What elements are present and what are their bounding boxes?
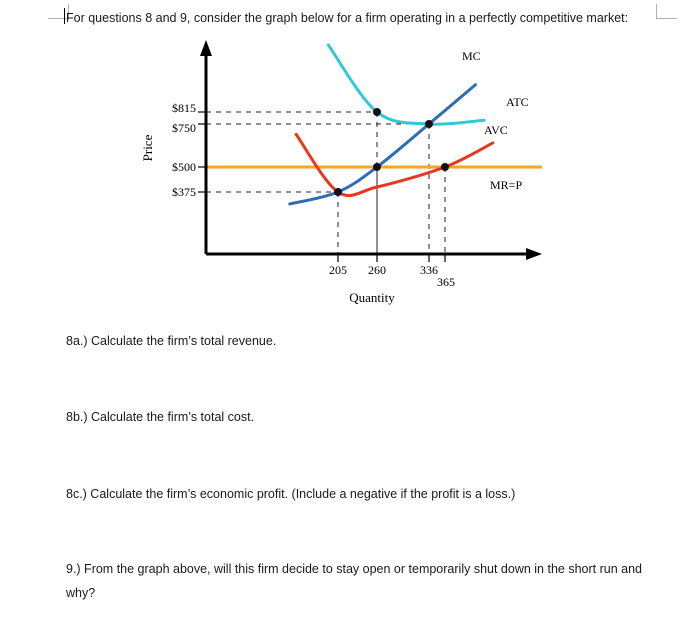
question-8a[interactable]: 8a.) Calculate the firm’s total revenue.: [66, 334, 277, 348]
y-tick-label: $375: [172, 185, 196, 199]
axes: [200, 40, 542, 260]
intro-text[interactable]: For questions 8 and 9, consider the graph below for a firm operating in a perfectly competitive market:: [66, 11, 629, 25]
y-tick-label: $815: [172, 101, 196, 115]
x-tick-label: 336: [420, 263, 438, 277]
curve-atc: [328, 45, 484, 124]
y-tick-label: $750: [172, 121, 196, 135]
data-point: [425, 120, 433, 128]
data-point: [373, 108, 381, 116]
x-tick-label: 205: [329, 263, 347, 277]
y-axis-label: Price: [140, 134, 155, 162]
y-tick-label: $500: [172, 160, 196, 174]
curve-avc: [296, 134, 493, 195]
data-point: [334, 188, 342, 196]
x-axis-arrow: [526, 248, 542, 260]
ticks: [172, 101, 455, 289]
data-point: [373, 163, 381, 171]
data-point: [441, 163, 449, 171]
guide-lines: [206, 112, 445, 254]
x-tick-label: 365: [437, 275, 455, 289]
x-tick-label: 260: [368, 263, 386, 277]
series-label-mr: MR=P: [490, 178, 523, 192]
series-label-avc: AVC: [484, 123, 508, 137]
y-axis-arrow: [200, 40, 212, 56]
x-axis-label: Quantity: [349, 290, 395, 305]
series-label-mc: MC: [462, 49, 481, 63]
question-8c[interactable]: 8c.) Calculate the firm’s economic profit. (Include a negative if the profit is a loss.): [66, 487, 516, 501]
question-8b[interactable]: 8b.) Calculate the firm’s total cost.: [66, 410, 255, 424]
question-9[interactable]: 9.) From the graph above, will this firm decide to stay open or temporarily shut down in the short run and why?: [66, 562, 642, 600]
series-label-atc: ATC: [506, 95, 529, 109]
